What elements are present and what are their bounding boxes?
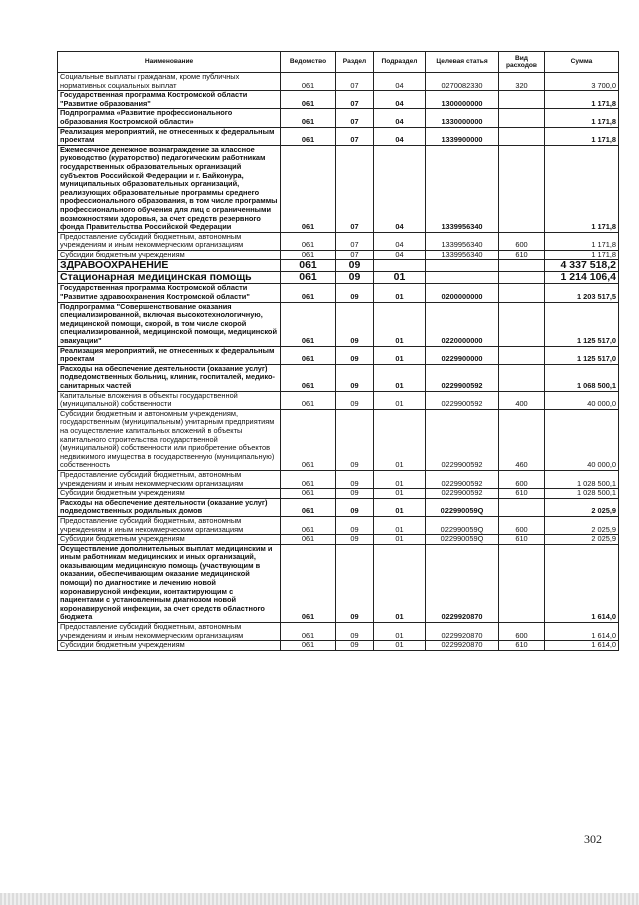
cell-name: Расходы на обеспечение деятельности (оказание услуг) подведомственных родильных домов [58,498,281,516]
cell-name: Стационарная медицинская помощь [58,272,281,284]
cell-department: 061 [281,623,336,641]
cell-expense-type: 610 [499,489,545,499]
cell-section: 09 [336,470,374,488]
cell-subsection: 01 [374,409,426,470]
cell-section: 09 [336,641,374,651]
cell-section: 09 [336,364,374,391]
cell-expense-type [499,91,545,109]
cell-name: Расходы на обеспечение деятельности (оказание услуг) подведомственных больниц, клиник, госпиталей, медико-санитарных частей [58,364,281,391]
cell-department: 061 [281,232,336,250]
cell-section: 07 [336,91,374,109]
table-row [58,516,619,534]
cell-subsection: 01 [374,284,426,302]
cell-subsection: 01 [374,272,426,284]
cell-amount: 1 171,8 [545,145,619,232]
cell-expense-type [499,260,545,272]
table-row [58,232,619,250]
cell-subsection: 04 [374,109,426,127]
cell-section: 09 [336,391,374,409]
cell-subsection: 04 [374,127,426,145]
cell-section: 07 [336,250,374,260]
cell-expense-type: 610 [499,250,545,260]
cell-name: Государственная программа Костромской области "Развитие здравоохранения Костромской области" [58,284,281,302]
cell-subsection: 01 [374,470,426,488]
cell-amount: 1 614,0 [545,641,619,651]
cell-target-article: 1339956340 [426,145,499,232]
cell-name: Реализация мероприятий, не отнесенных к федеральным проектам [58,346,281,364]
cell-section: 07 [336,145,374,232]
cell-target-article: 0229900000 [426,346,499,364]
cell-name: Субсидии бюджетным и автономным учреждениям, государственным (муниципальным) унитарным предприятиям на осуществление капитальных вложений в объекты капитального строительства государственной (муниципальной) собственности или приобретение объектов недвижимого имущества в государственную (муниципальную) собственность [58,409,281,470]
cell-section: 09 [336,409,374,470]
cell-target-article: 0229900592 [426,489,499,499]
cell-target-article: 0229900592 [426,470,499,488]
page-number: 302 [584,832,602,846]
cell-name: Субсидии бюджетным учреждениям [58,535,281,545]
table-row [58,250,619,260]
cell-name: Предоставление субсидий бюджетным, автономным учреждениям и иным некоммерческим организациям [58,623,281,641]
cell-amount: 1 214 106,4 [545,272,619,284]
cell-subsection: 04 [374,250,426,260]
cell-expense-type: 610 [499,535,545,545]
table-row [58,391,619,409]
col-header-department: Ведомство [281,52,336,73]
cell-expense-type: 400 [499,391,545,409]
cell-subsection: 01 [374,544,426,622]
cell-subsection: 01 [374,364,426,391]
cell-department: 061 [281,535,336,545]
cell-amount: 2 025,9 [545,535,619,545]
cell-expense-type: 600 [499,623,545,641]
cell-amount: 1 171,8 [545,232,619,250]
cell-subsection: 01 [374,302,426,346]
cell-department: 061 [281,145,336,232]
cell-amount: 1 028 500,1 [545,489,619,499]
cell-subsection: 01 [374,489,426,499]
cell-department: 061 [281,284,336,302]
cell-name: Социальные выплаты гражданам, кроме публичных нормативных социальных выплат [58,73,281,91]
cell-subsection: 01 [374,391,426,409]
cell-section: 09 [336,544,374,622]
cell-target-article: 0229900592 [426,391,499,409]
cell-name: Капитальные вложения в объекты государственной (муниципальной) собственности [58,391,281,409]
cell-target-article: 1330000000 [426,109,499,127]
cell-department: 061 [281,364,336,391]
cell-name: Предоставление субсидий бюджетным, автономным учреждениям и иным некоммерческим организациям [58,470,281,488]
cell-target-article: 0220000000 [426,302,499,346]
cell-target-article: 1339956340 [426,232,499,250]
cell-department: 061 [281,109,336,127]
cell-section: 09 [336,346,374,364]
cell-department: 061 [281,302,336,346]
table-row [58,109,619,127]
cell-department: 061 [281,250,336,260]
table-row [58,346,619,364]
cell-expense-type [499,544,545,622]
cell-name: Субсидии бюджетным учреждениям [58,250,281,260]
cell-target-article: 022990059Q [426,535,499,545]
cell-department: 061 [281,641,336,651]
cell-name: Государственная программа Костромской области "Развитие образования" [58,91,281,109]
scan-edge-strip [0,893,639,905]
cell-section: 07 [336,232,374,250]
table-row [58,364,619,391]
cell-name: Предоставление субсидий бюджетным, автономным учреждениям и иным некоммерческим организациям [58,232,281,250]
cell-department: 061 [281,260,336,272]
cell-expense-type: 610 [499,641,545,651]
cell-subsection: 04 [374,232,426,250]
cell-expense-type [499,284,545,302]
table-header-row [58,52,619,73]
cell-section: 07 [336,127,374,145]
budget-table [57,51,619,651]
cell-department: 061 [281,91,336,109]
cell-subsection: 01 [374,498,426,516]
cell-department: 061 [281,544,336,622]
cell-expense-type [499,127,545,145]
cell-name: Ежемесячное денежное вознаграждение за классное руководство (кураторство) педагогическим работникам государственных образовательных организаций субъектов Российской Федерации и г. Байконура, муниципальных образовательных организаций, реализующих образовательные программы среднего профессионального образования, в том числе программы профессионального обучения для лиц с ограниченными возможностями здоровья, за счет средств резервного фонда Правительства Российской Федерации [58,145,281,232]
cell-subsection [374,260,426,272]
table-row [58,470,619,488]
table-row [58,284,619,302]
cell-subsection: 04 [374,145,426,232]
table-row [58,409,619,470]
cell-section: 09 [336,284,374,302]
cell-amount: 1 171,8 [545,127,619,145]
cell-expense-type: 320 [499,73,545,91]
cell-subsection: 01 [374,623,426,641]
cell-target-article: 1339956340 [426,250,499,260]
cell-department: 061 [281,498,336,516]
cell-department: 061 [281,516,336,534]
cell-target-article: 022990059Q [426,516,499,534]
col-header-expense-type: Вид расходов [499,52,545,73]
cell-target-article: 022990059Q [426,498,499,516]
col-header-section: Раздел [336,52,374,73]
col-header-name: Наименование [58,52,281,73]
table-row [58,535,619,545]
table-row [58,272,619,284]
table-row [58,73,619,91]
cell-section: 09 [336,535,374,545]
cell-expense-type [499,109,545,127]
cell-name: Осуществление дополнительных выплат медицинским и иным работникам медицинских и иных организаций, оказывающим медицинскую помощь (участвующим в оказании, обеспечивающим оказание медицинской помощи) по диагностике и лечению новой коронавирусной инфекции, контактирующим с пациентами с установленным диагнозом новой коронавирусной инфекции, за счет средств областного бюджета [58,544,281,622]
cell-target-article: 0229920870 [426,623,499,641]
cell-expense-type [499,346,545,364]
cell-amount: 2 025,9 [545,498,619,516]
col-header-target-article: Целевая статья [426,52,499,73]
table-row [58,260,619,272]
table-row [58,498,619,516]
cell-name: ЗДРАВООХРАНЕНИЕ [58,260,281,272]
cell-department: 061 [281,409,336,470]
col-header-subsection: Подраздел [374,52,426,73]
cell-section: 09 [336,260,374,272]
cell-expense-type [499,498,545,516]
cell-amount: 1 614,0 [545,544,619,622]
cell-department: 061 [281,73,336,91]
cell-expense-type: 460 [499,409,545,470]
cell-name: Субсидии бюджетным учреждениям [58,641,281,651]
cell-amount: 40 000,0 [545,391,619,409]
cell-amount: 1 028 500,1 [545,470,619,488]
cell-target-article: 0229900592 [426,364,499,391]
cell-amount: 3 700,0 [545,73,619,91]
cell-expense-type [499,302,545,346]
cell-name: Подпрограмма «Развитие профессионального образования Костромской области» [58,109,281,127]
cell-target-article [426,272,499,284]
cell-subsection: 04 [374,73,426,91]
cell-section: 09 [336,302,374,346]
cell-target-article [426,260,499,272]
table-row [58,91,619,109]
cell-subsection: 04 [374,91,426,109]
table-body [58,73,619,651]
cell-name: Реализация мероприятий, не отнесенных к федеральным проектам [58,127,281,145]
cell-amount: 1 171,8 [545,250,619,260]
cell-section: 09 [336,623,374,641]
col-header-amount: Сумма [545,52,619,73]
cell-amount: 1 125 517,0 [545,346,619,364]
cell-target-article: 0270082330 [426,73,499,91]
cell-section: 09 [336,272,374,284]
cell-name: Предоставление субсидий бюджетным, автономным учреждениям и иным некоммерческим организациям [58,516,281,534]
cell-amount: 4 337 518,2 [545,260,619,272]
cell-expense-type [499,272,545,284]
table-row [58,623,619,641]
cell-amount: 1 171,8 [545,91,619,109]
cell-amount: 1 614,0 [545,623,619,641]
cell-target-article: 1339900000 [426,127,499,145]
cell-target-article: 0229920870 [426,544,499,622]
cell-department: 061 [281,391,336,409]
cell-amount: 2 025,9 [545,516,619,534]
cell-amount: 1 203 517,5 [545,284,619,302]
cell-expense-type: 600 [499,470,545,488]
cell-name: Субсидии бюджетным учреждениям [58,489,281,499]
cell-expense-type: 600 [499,516,545,534]
cell-amount: 40 000,0 [545,409,619,470]
cell-department: 061 [281,127,336,145]
cell-expense-type [499,145,545,232]
cell-department: 061 [281,346,336,364]
cell-section: 09 [336,489,374,499]
cell-name: Подпрограмма "Совершенствование оказания специализированной, включая высокотехнологичную, медицинской помощи, скорой, в том числе скорой специализированной, медицинской помощи, медицинской эвакуации" [58,302,281,346]
cell-section: 09 [336,516,374,534]
cell-section: 07 [336,109,374,127]
cell-amount: 1 171,8 [545,109,619,127]
cell-section: 07 [336,73,374,91]
cell-amount: 1 125 517,0 [545,302,619,346]
table-row [58,302,619,346]
cell-department: 061 [281,489,336,499]
table-row [58,641,619,651]
cell-expense-type [499,364,545,391]
table-row [58,489,619,499]
cell-subsection: 01 [374,346,426,364]
cell-target-article: 0200000000 [426,284,499,302]
cell-section: 09 [336,498,374,516]
cell-subsection: 01 [374,641,426,651]
cell-department: 061 [281,272,336,284]
cell-department: 061 [281,470,336,488]
cell-amount: 1 068 500,1 [545,364,619,391]
cell-target-article: 1300000000 [426,91,499,109]
table-row [58,127,619,145]
table-row [58,544,619,622]
cell-target-article: 0229920870 [426,641,499,651]
cell-subsection: 01 [374,516,426,534]
table-row [58,145,619,232]
cell-expense-type: 600 [499,232,545,250]
cell-target-article: 0229900592 [426,409,499,470]
cell-subsection: 01 [374,535,426,545]
